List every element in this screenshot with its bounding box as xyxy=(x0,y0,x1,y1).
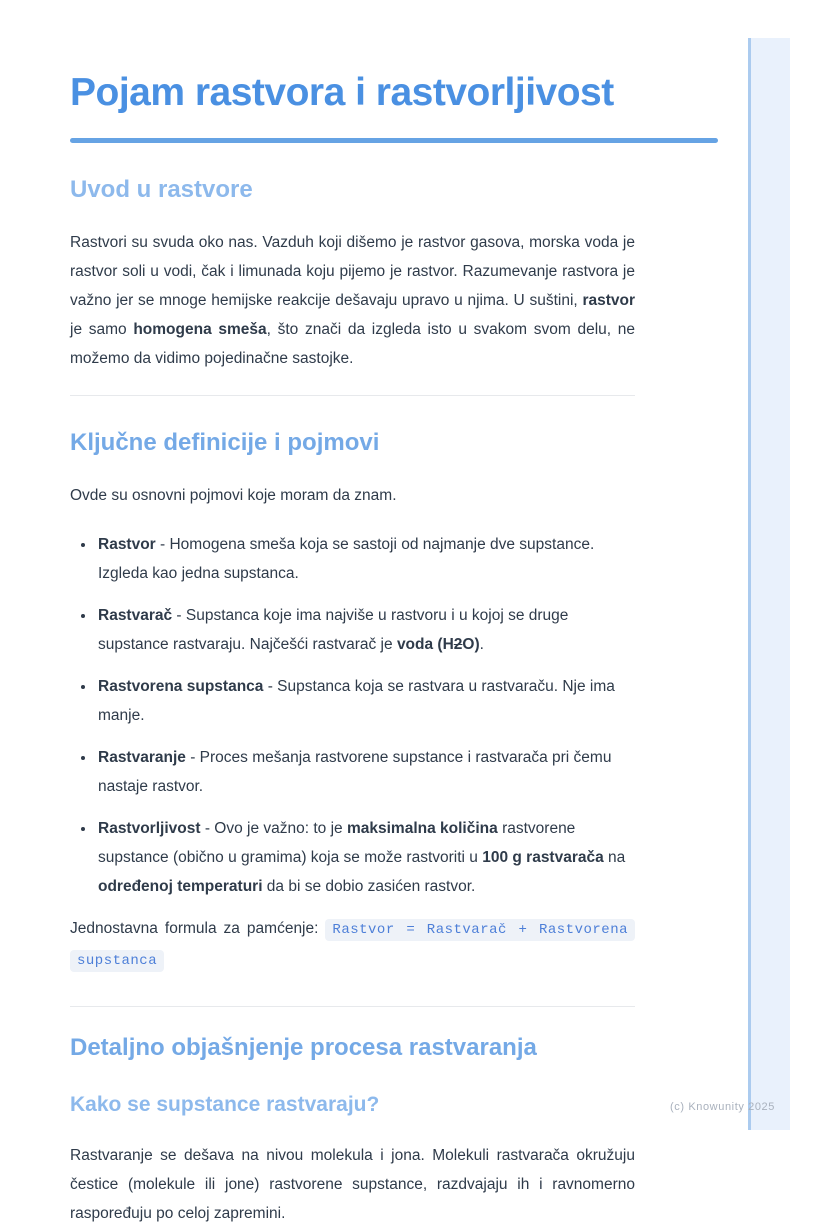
title-underline-rule xyxy=(70,138,718,143)
page-title: Pojam rastvora i rastvorljivost xyxy=(70,71,614,114)
list-item: • Rastvor - Homogena smeša koja se sastoji od najmanje dve supstance. Izgleda kao jedna supstanca. xyxy=(96,530,635,588)
document-body xyxy=(70,0,635,1228)
paragraph-definicije-intro: Ovde su osnovni pojmovi koje moram da znam. xyxy=(70,487,397,504)
list-item: • Rastvarač - Supstanca koje ima najviše u rastvoru i u kojoj se druge supstance rastvaraju. Najčešći rastvarač je voda (H2O). xyxy=(96,601,635,659)
paragraph-detaljno: Rastvaranje se dešava na nivou molekula i jona. Molekuli rastvarača okružuju čestice (molekule ili jone) rastvorene supstance, razdvajaju ih i ravnomerno raspoređuju po celoj zapremini. xyxy=(70,1147,635,1222)
section-heading-uvod: Uvod u rastvore xyxy=(70,176,253,203)
right-edge-stripe xyxy=(748,38,790,1130)
subsection-heading-kako: Kako se supstance rastvaraju? xyxy=(70,1093,380,1116)
section-detaljno xyxy=(70,1034,635,1228)
section-heading-definicije: Ključne definicije i pojmovi xyxy=(70,429,380,456)
section-divider xyxy=(70,395,635,396)
section-definicije xyxy=(70,429,635,976)
copyright-footer: (c) Knowunity 2025 xyxy=(670,1101,775,1113)
list-item: • Rastvaranje - Proces mešanja rastvorene supstance i rastvarača pri čemu nastaje rastvor. xyxy=(96,743,635,801)
list-item: • Rastvorena supstanca - Supstanca koja se rastvara u rastvaraču. Nje ima manje. xyxy=(96,672,635,730)
section-divider xyxy=(70,1006,635,1007)
section-uvod xyxy=(70,176,635,373)
definitions-list xyxy=(70,530,635,901)
paragraph-formula: Jednostavna formula za pamćenje: Rastvor = Rastvarač + Rastvorena supstanca xyxy=(70,914,635,976)
list-item: • Rastvorljivost - Ovo je važno: to je maksimalna količina rastvorene supstance (obično u gramima) koja se može rastvoriti u 100 g rastvarača na određenoj temperaturi da bi se dobio zasićen rastvor. xyxy=(96,814,635,901)
section-heading-detaljno: Detaljno objašnjenje procesa rastvaranja xyxy=(70,1034,537,1061)
paragraph-uvod: Rastvori su svuda oko nas. Vazduh koji dišemo je rastvor gasova, morska voda je rastvor soli u vodi, čak i limunada koju pijemo je rastvor. Razumevanje rastvora je važno jer se mnoge hemijske reakcije dešavaju upravo u njima. U suštini, rastvor je samo homogena smeša, što znači da izgleda isto u svakom svom delu, ne možemo da vidimo pojedinačne sastojke. xyxy=(70,234,635,367)
